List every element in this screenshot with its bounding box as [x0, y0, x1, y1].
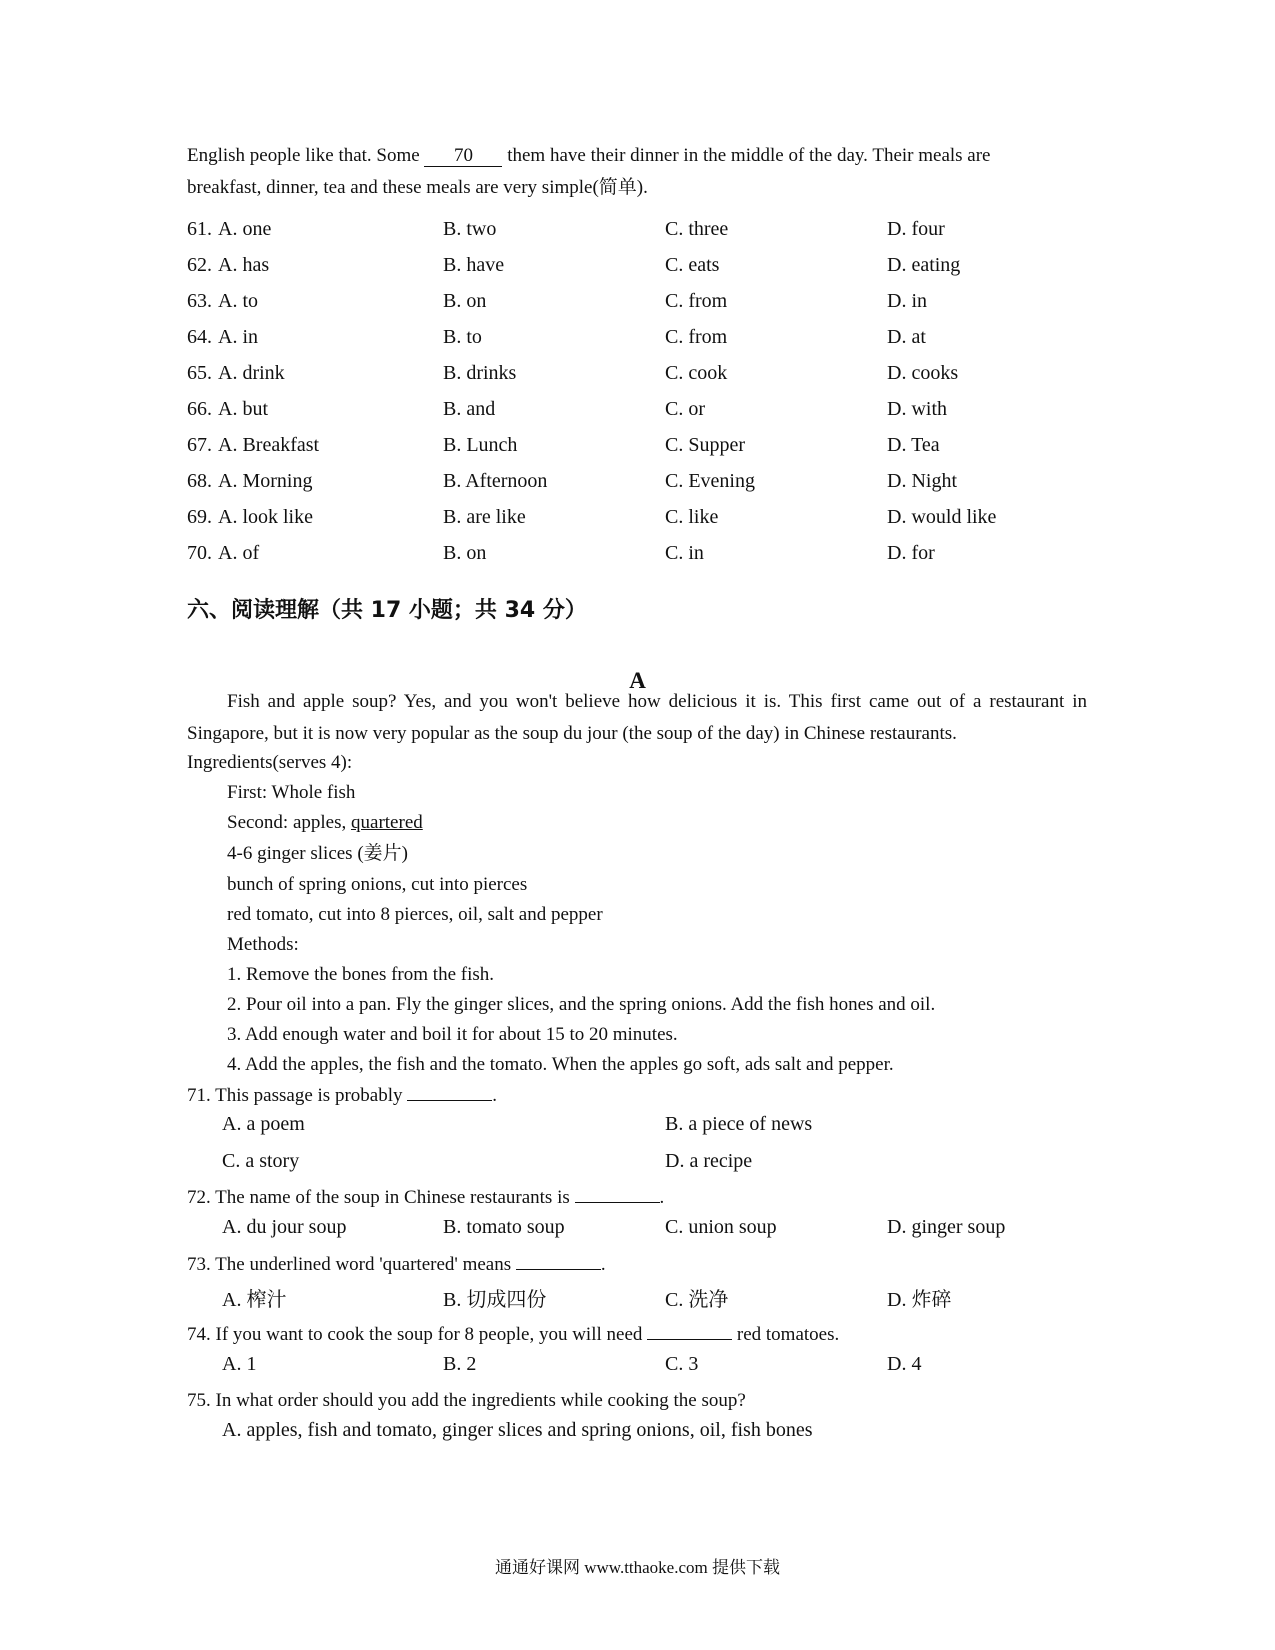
question-72 [187, 1185, 664, 1211]
question-number: 62. [187, 254, 212, 276]
question-text: . [600, 1254, 606, 1275]
option-c[interactable]: C. a story [222, 1150, 300, 1172]
option-a-label: A. Breakfast [218, 434, 320, 456]
cloze-option-row [187, 398, 1087, 428]
method-step: 3. Add enough water and boil it for about 15 to 20 minutes. [227, 1024, 678, 1045]
option-d[interactable]: D. cooks [887, 362, 959, 384]
footer-note: 通通好课网 www.tthaoke.com 提供下载 [494, 1558, 781, 1577]
option-a[interactable] [187, 362, 285, 385]
option-d[interactable]: D. in [887, 290, 927, 312]
answer-blank [516, 1269, 601, 1270]
option-a[interactable] [187, 542, 259, 565]
option-b[interactable]: B. and [443, 398, 496, 420]
question-text: 71. This passage is probably [187, 1085, 403, 1106]
option-a[interactable] [187, 290, 258, 313]
question-text: . [492, 1085, 497, 1106]
intro-text: breakfast, dinner, tea and these meals are very simple(简单). [187, 177, 648, 198]
cloze-option-row [187, 290, 1087, 320]
ingredient-tomato: red tomato, cut into 8 pierces, oil, salt and pepper [227, 904, 603, 925]
option-d[interactable]: D. at [887, 326, 926, 348]
ingredients-title: Ingredients(serves 4): [187, 752, 353, 773]
option-a-label: A. one [218, 218, 272, 240]
ingredient-first: First: Whole fish [227, 782, 356, 803]
section-heading: 六、阅读理解（共 17 小题；共 34 分） [187, 598, 587, 623]
option-a-label: A. but [218, 398, 268, 420]
question-number: 61. [187, 218, 212, 240]
cloze-option-row [187, 254, 1087, 284]
option-b[interactable]: B. two [443, 218, 497, 240]
option-d[interactable]: D. four [887, 218, 945, 240]
option-c[interactable]: C. Evening [665, 470, 755, 492]
option-d[interactable]: D. Night [887, 470, 957, 492]
option-c[interactable]: C. eats [665, 254, 720, 276]
option-d[interactable]: D. for [887, 542, 935, 564]
cloze-option-row [187, 434, 1087, 464]
cloze-option-row [187, 542, 1087, 572]
option-a[interactable] [187, 254, 269, 277]
option-c[interactable]: C. in [665, 542, 704, 564]
option-b[interactable]: B. drinks [443, 362, 517, 384]
cloze-option-row [187, 470, 1087, 500]
question-number: 64. [187, 326, 212, 348]
option-b[interactable]: B. tomato soup [443, 1216, 565, 1238]
option-c[interactable]: C. union soup [665, 1216, 777, 1238]
method-step: 4. Add the apples, the fish and the tomato. When the apples go soft, ads salt and pepper. [227, 1054, 894, 1075]
blank-70: 70 [424, 146, 502, 167]
option-a[interactable] [187, 434, 319, 457]
option-b[interactable]: B. on [443, 542, 487, 564]
option-b[interactable]: B. Lunch [443, 434, 518, 456]
option-a-label: A. in [218, 326, 258, 348]
option-a-label: A. drink [218, 362, 285, 384]
cloze-option-row [187, 326, 1087, 356]
option-c[interactable]: C. 洗净 [665, 1289, 729, 1311]
passage-label: A [629, 668, 646, 693]
option-a-label: A. of [218, 542, 260, 564]
question-number: 70. [187, 542, 212, 564]
underlined-word: quartered [351, 812, 423, 833]
question-text: 72. The name of the soup in Chinese restaurants is [187, 1187, 570, 1208]
question-72-options [222, 1216, 1082, 1246]
intro-text: them have their dinner in the middle of the day. Their meals are [507, 145, 991, 166]
question-73 [187, 1252, 606, 1278]
option-d[interactable]: D. Tea [887, 434, 940, 456]
option-b[interactable]: B. to [443, 326, 482, 348]
question-number: 67. [187, 434, 212, 456]
option-c[interactable]: C. 3 [665, 1353, 699, 1375]
option-d[interactable]: D. with [887, 398, 947, 420]
option-a-label: A. Morning [218, 470, 313, 492]
option-d[interactable]: D. 炸碎 [887, 1289, 952, 1311]
question-text: 74. If you want to cook the soup for 8 people, you will need [187, 1324, 643, 1345]
option-a-label: A. to [218, 290, 258, 312]
option-d[interactable]: D. a recipe [665, 1150, 753, 1172]
question-number: 66. [187, 398, 212, 420]
option-c[interactable]: C. or [665, 398, 705, 420]
answer-blank [647, 1339, 732, 1340]
question-text: 73. The underlined word 'quartered' means [187, 1254, 512, 1275]
option-b[interactable]: B. 切成四份 [443, 1289, 547, 1311]
option-c[interactable]: C. from [665, 290, 728, 312]
question-number: 68. [187, 470, 212, 492]
option-a[interactable]: A. apples, fish and tomato, ginger slices and spring onions, oil, fish bones [222, 1419, 813, 1441]
cloze-option-row [187, 218, 1087, 248]
ingredient-second [227, 810, 423, 836]
ingredient-ginger: 4-6 ginger slices (姜片) [227, 843, 408, 864]
question-text: . [659, 1187, 665, 1208]
option-c[interactable]: C. three [665, 218, 729, 240]
question-71-options-row-2 [222, 1150, 1082, 1180]
method-step: 2. Pour oil into a pan. Fly the ginger slices, and the spring onions. Add the fish hones and oil. [227, 994, 936, 1015]
option-d[interactable]: D. eating [887, 254, 961, 276]
question-74 [187, 1322, 839, 1348]
question-75-options [222, 1419, 1082, 1449]
option-a[interactable] [187, 470, 312, 493]
option-a-label: A. has [218, 254, 270, 276]
question-number: 69. [187, 506, 212, 528]
question-75: 75. In what order should you add the ingredients while cooking the soup? [187, 1390, 746, 1411]
option-c[interactable]: C. from [665, 326, 728, 348]
option-d[interactable]: D. ginger soup [887, 1216, 1006, 1238]
option-a-label: A. look like [218, 506, 313, 528]
passage-intro: Fish and apple soup? Yes, and you won't believe how delicious it is. This first came out of a restaurant in Singapore, but it is now very popular as the soup du jour (the soup of the day) in Chinese restaurants. [187, 691, 1087, 744]
option-b[interactable]: B. a piece of news [665, 1113, 813, 1135]
option-b[interactable]: B. have [443, 254, 505, 276]
answer-blank [575, 1202, 660, 1203]
question-71 [187, 1083, 497, 1109]
question-73-options [222, 1283, 1082, 1313]
option-b[interactable]: B. on [443, 290, 487, 312]
option-d[interactable]: D. would like [887, 506, 997, 528]
option-b[interactable]: B. are like [443, 506, 526, 528]
option-c[interactable]: C. Supper [665, 434, 745, 456]
ingredient-text: Second: apples, [227, 812, 352, 833]
option-a[interactable]: A. du jour soup [222, 1216, 347, 1238]
option-c[interactable]: C. like [665, 506, 719, 528]
option-a[interactable]: A. 1 [222, 1353, 257, 1375]
question-71-options-row-1 [222, 1113, 1082, 1143]
option-a[interactable] [187, 398, 268, 421]
option-b[interactable]: B. 2 [443, 1353, 477, 1375]
methods-title: Methods: [227, 934, 299, 955]
option-a[interactable] [187, 326, 258, 349]
option-b[interactable]: B. Afternoon [443, 470, 548, 492]
option-d[interactable]: D. 4 [887, 1353, 922, 1375]
answer-blank [407, 1100, 492, 1101]
method-step: 1. Remove the bones from the fish. [227, 964, 495, 985]
option-a[interactable]: A. a poem [222, 1113, 305, 1135]
question-74-options [222, 1353, 1082, 1383]
option-a[interactable]: A. 榨汁 [222, 1289, 287, 1311]
cloze-option-row [187, 362, 1087, 392]
intro-text: English people like that. Some [187, 145, 420, 166]
option-a[interactable] [187, 218, 271, 241]
cloze-option-row [187, 506, 1087, 536]
option-c[interactable]: C. cook [665, 362, 728, 384]
intro-paragraph [187, 140, 1087, 204]
option-a[interactable] [187, 506, 313, 529]
question-text: red tomatoes. [736, 1324, 840, 1345]
question-number: 63. [187, 290, 212, 312]
ingredient-onions: bunch of spring onions, cut into pierces [227, 874, 528, 895]
question-number: 65. [187, 362, 212, 384]
